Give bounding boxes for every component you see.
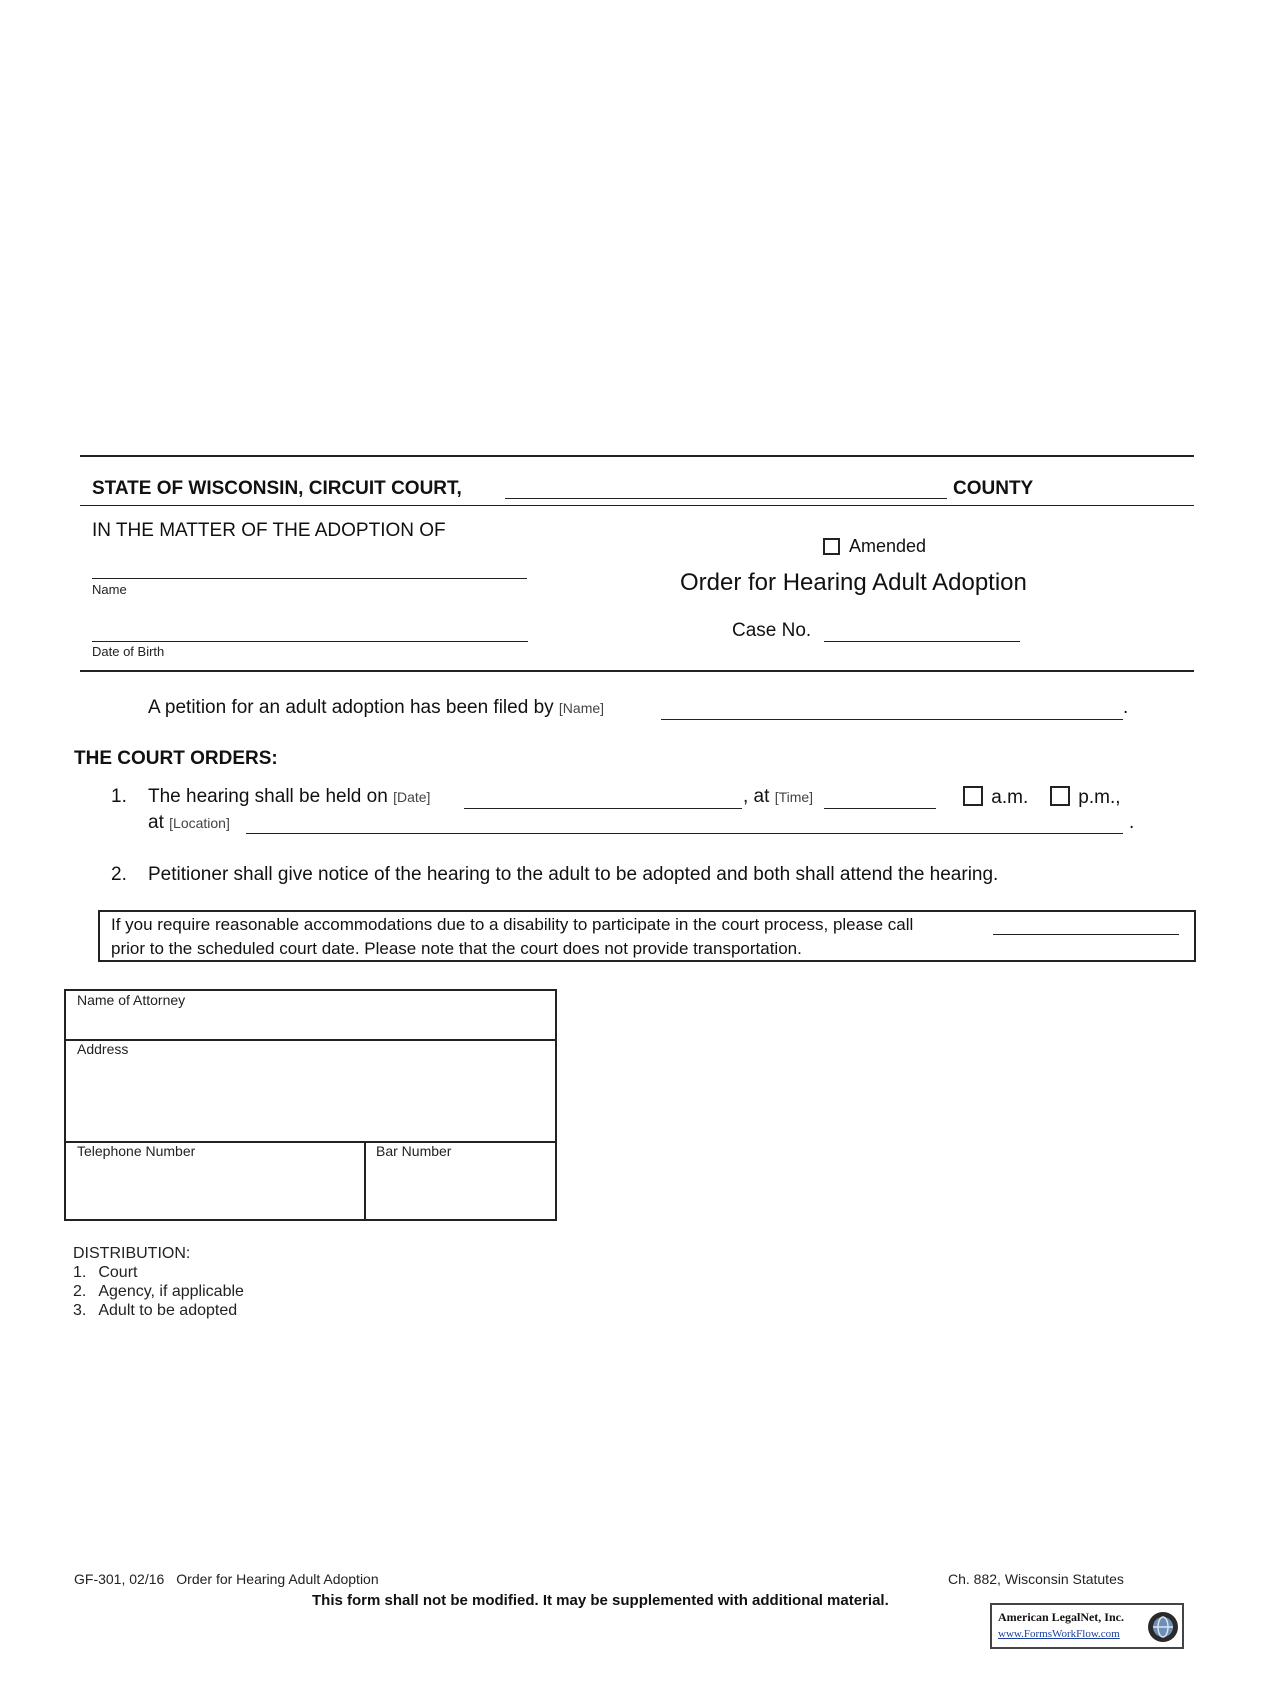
telephone-label: Telephone Number (77, 1143, 196, 1159)
pm-checkbox[interactable] (1050, 786, 1070, 806)
pm-option[interactable] (1050, 786, 1121, 809)
item1-text: The hearing shall be held on [Date] (148, 786, 431, 807)
location-note: [Location] (169, 815, 230, 831)
accommodation-line2: prior to the scheduled court date. Please note that the court does not provide transportation. (111, 939, 802, 958)
distribution-item: 2. Agency, if applicable (73, 1283, 244, 1300)
logo-url[interactable]: www.FormsWorkFlow.com (998, 1628, 1120, 1640)
name-field[interactable] (92, 578, 527, 579)
accommodation-notice (98, 910, 1196, 962)
name-label: Name (92, 582, 127, 597)
item2-number: 2. (111, 864, 127, 885)
am-checkbox[interactable] (963, 786, 983, 806)
globe-icon (1146, 1610, 1180, 1649)
caption-rule (80, 505, 1194, 506)
date-note: [Date] (393, 789, 431, 805)
footer-notice: This form shall not be modified. It may be supplemented with additional material. (312, 1592, 889, 1609)
location-period: . (1129, 812, 1135, 833)
item2-text: Petitioner shall give notice of the hearing to the adult to be adopted and both shall attend the hearing. (148, 864, 999, 885)
hearing-location-field[interactable] (246, 833, 1123, 834)
attorney-name-label: Name of Attorney (77, 992, 186, 1008)
matter-of-label: IN THE MATTER OF THE ADOPTION OF (92, 520, 446, 541)
amended-label: Amended (849, 536, 927, 556)
time-note: [Time] (774, 789, 814, 805)
attorney-box (64, 989, 557, 1221)
petition-line: A petition for an adult adoption has been filed by [Name] (148, 697, 605, 718)
form-title: Order for Hearing Adult Adoption (680, 569, 1027, 596)
hearing-date-field[interactable] (464, 808, 742, 809)
amended-option[interactable] (823, 536, 926, 557)
dob-field[interactable] (92, 641, 528, 642)
accommodation-line1: If you require reasonable accommodations due to a disability to participate in the court process, please call (111, 915, 914, 934)
petition-period: . (1123, 697, 1129, 718)
court-orders-heading: THE COURT ORDERS: (74, 748, 278, 769)
petitioner-name-field[interactable] (661, 719, 1123, 720)
footer-statute: Ch. 882, Wisconsin Statutes (948, 1571, 1124, 1587)
county-label: COUNTY (953, 478, 1034, 499)
logo-company: American LegalNet, Inc. (998, 1610, 1124, 1624)
hearing-time-field[interactable] (824, 808, 936, 809)
accommodation-phone-field[interactable] (993, 934, 1179, 935)
attorney-col-divider (364, 1141, 366, 1219)
case-no-label: Case No. (732, 620, 812, 641)
dob-label: Date of Birth (92, 644, 165, 659)
case-no-field[interactable] (824, 641, 1020, 642)
american-legalnet-logo[interactable] (990, 1603, 1184, 1649)
am-option[interactable] (963, 786, 1028, 809)
item1-at: , at [Time] (743, 786, 814, 807)
distribution-item: 1. Court (73, 1264, 138, 1281)
am-label: a.m. (991, 787, 1029, 808)
bar-number-label: Bar Number (376, 1143, 452, 1159)
top-rule (80, 455, 1194, 457)
footer-form-name: Order for Hearing Adult Adoption (176, 1571, 379, 1587)
footer-form-id: GF-301, 02/16 Order for Hearing Adult Adoption (74, 1571, 379, 1587)
pm-label: p.m., (1078, 787, 1121, 808)
distribution-heading: DISTRIBUTION: (73, 1245, 191, 1262)
county-field[interactable] (505, 498, 947, 499)
caption-bottom-rule (80, 670, 1194, 672)
location-line: at [Location] (148, 812, 230, 833)
attorney-row-divider-1 (66, 1039, 555, 1041)
court-line: STATE OF WISCONSIN, CIRCUIT COURT, (92, 478, 462, 499)
item1-number: 1. (111, 786, 127, 807)
distribution-item: 3. Adult to be adopted (73, 1302, 238, 1319)
amended-checkbox[interactable] (823, 538, 840, 555)
name-note: [Name] (558, 700, 605, 716)
address-label: Address (77, 1041, 129, 1057)
